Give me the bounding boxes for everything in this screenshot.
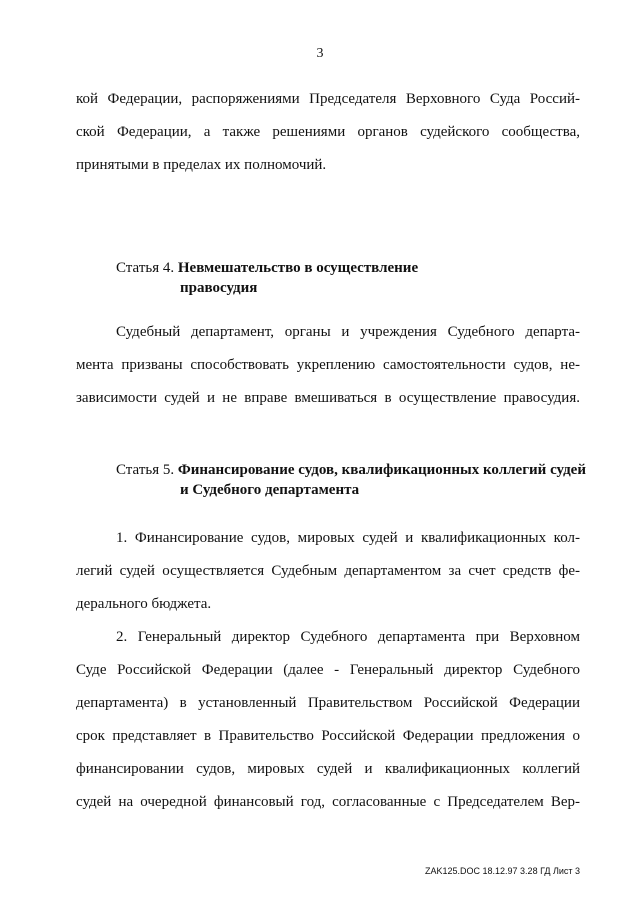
text-line: судей на очередной финансовый год, согласованные с Председателем Вер- [76, 794, 580, 810]
text-line: Суде Российской Федерации (далее - Генеральный директор Судебного [76, 662, 580, 678]
article-4-title: Невмешательство в осуществление [177, 260, 419, 276]
text-line: дерального бюджета. [76, 596, 212, 612]
text-line: Судебный департамент, органы и учреждения Судебного департа- [116, 324, 580, 340]
text-line: финансировании судов, мировых судей и квалификационных коллегий [76, 761, 580, 777]
page-number: 3 [316, 46, 324, 61]
text-line: 1. Финансирование судов, мировых судей и квалификационных кол- [116, 530, 580, 546]
text-line: мента призваны способствовать укреплению самостоятельности судов, не- [76, 357, 580, 373]
article-5-heading [116, 460, 596, 500]
text-line: департамента) в установленный Правительством Российской Федерации [76, 695, 580, 711]
article-4-paragraph [76, 316, 580, 415]
text-line: зависимости судей и не вправе вмешиваться в осуществление правосудия. [76, 390, 580, 406]
article-5-paragraph-2 [76, 621, 580, 819]
article-4-heading [116, 258, 596, 298]
text-line: 2. Генеральный директор Судебного департамента при Верховном [116, 629, 580, 645]
text-line: ской Федерации, а также решениями органов судейского сообщества, [76, 124, 580, 140]
article-5-title: Финансирование судов, квалификационных коллегий судей [177, 462, 586, 478]
intro-paragraph [76, 83, 580, 182]
text-line: срок представляет в Правительство Российской Федерации предложения о [76, 728, 580, 744]
article-5-title-continued: и Судебного департамента [180, 482, 360, 498]
article-4-title-continued: правосудия [180, 280, 258, 296]
document-footer: ZAK125.DOC 18.12.97 3.28 ГД Лист 3 [425, 866, 580, 876]
article-5-prefix: Статья 5. [116, 462, 175, 478]
text-line: легий судей осуществляется Судебным департаментом за счет средств фе- [76, 563, 580, 579]
article-5-paragraph-1 [76, 522, 580, 621]
text-line: принятыми в пределах их полномочий. [76, 157, 327, 173]
text-line: кой Федерации, распоряжениями Председателя Верховного Суда Россий- [76, 91, 580, 107]
article-4-prefix: Статья 4. [116, 260, 175, 276]
